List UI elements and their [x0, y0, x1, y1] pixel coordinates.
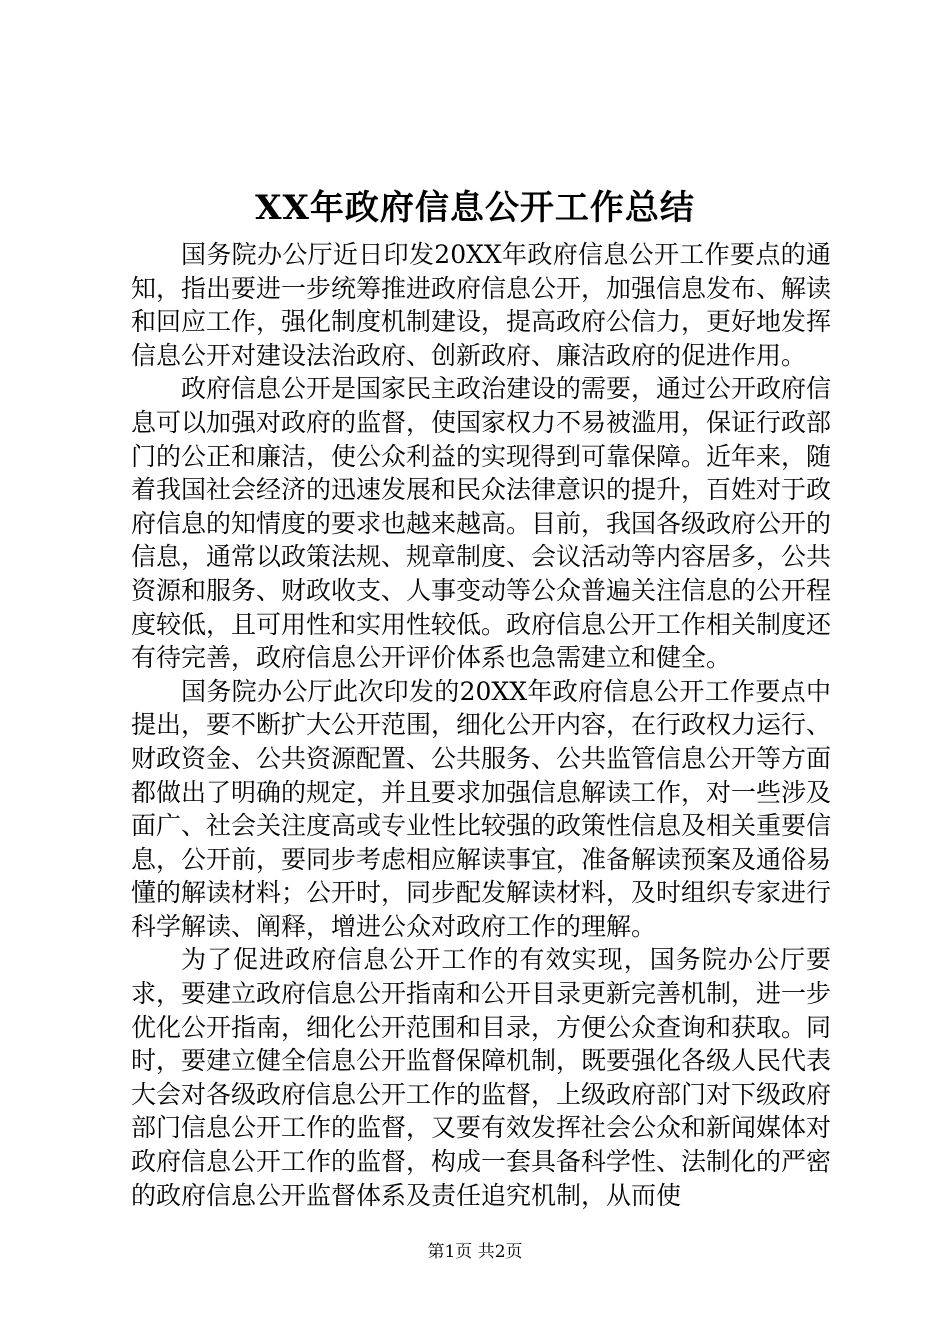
page-footer: 第1页 共2页 [427, 1242, 523, 1262]
paragraph-1: 国务院办公厅近日印发20XX年政府信息公开工作要点的通知，指出要进一步统筹推进政府信息公开，加强信息发布、解读和回应工作，强化制度机制建设，提高政府公信力，更好地发挥信息公开对建设法治政府、创新政府、廉洁政府的促进作用。 [131, 240, 832, 370]
document-body [131, 238, 831, 1212]
paragraph-3: 国务院办公厅此次印发的20XX年政府信息公开工作要点中提出，要不断扩大公开范围，细化公开内容，在行政权力运行、财政资金、公共资源配置、公共服务、公共监管信息公开等方面都做出了明确的规定，并且要求加强信息解读工作，对一些涉及面广、社会关注度高或专业性比较强的政策性信息及相关重要信息，公开前，要同步考虑相应解读事宜，准备解读预案及通俗易懂的解读材料；公开时，同步配发解读材料，及时组织专家进行科学解读、阐释，增进公众对政府工作的理解。 [131, 676, 832, 941]
paragraph-4: 为了促进政府信息公开工作的有效实现，国务院办公厅要求，要建立政府信息公开指南和公开目录更新完善机制，进一步优化公开指南，细化公开范围和目录，方便公众查询和获取。同时，要建立健全信息公开监督保障机制，既要强化各级人民代表大会对各级政府信息公开工作的监督，上级政府部门对下级政府部门信息公开工作的监督，又要有效发挥社会公众和新闻媒体对政府信息公开工作的监督，构成一套具备科学性、法制化的严密的政府信息公开监督体系及责任追究机制，从而使 [131, 945, 832, 1210]
paragraph-2: 政府信息公开是国家民主政治建设的需要，通过公开政府信息可以加强对政府的监督，使国家权力不易被滥用，保证行政部门的公正和廉洁，使公众利益的实现得到可靠保障。近年来，随着我国社会经济的迅速发展和民众法律意识的提升，百姓对于政府信息的知情度的要求也越来越高。目前，我国各级政府公开的信息，通常以政策法规、规章制度、会议活动等内容居多，公共资源和服务、财政收支、人事变动等公众普遍关注信息的公开程度较低，且可用性和实用性较低。政府信息公开工作相关制度还有待完善，政府信息公开评价体系也急需建立和健全。 [131, 374, 832, 673]
document-title: XX年政府信息公开工作总结 [255, 188, 695, 228]
